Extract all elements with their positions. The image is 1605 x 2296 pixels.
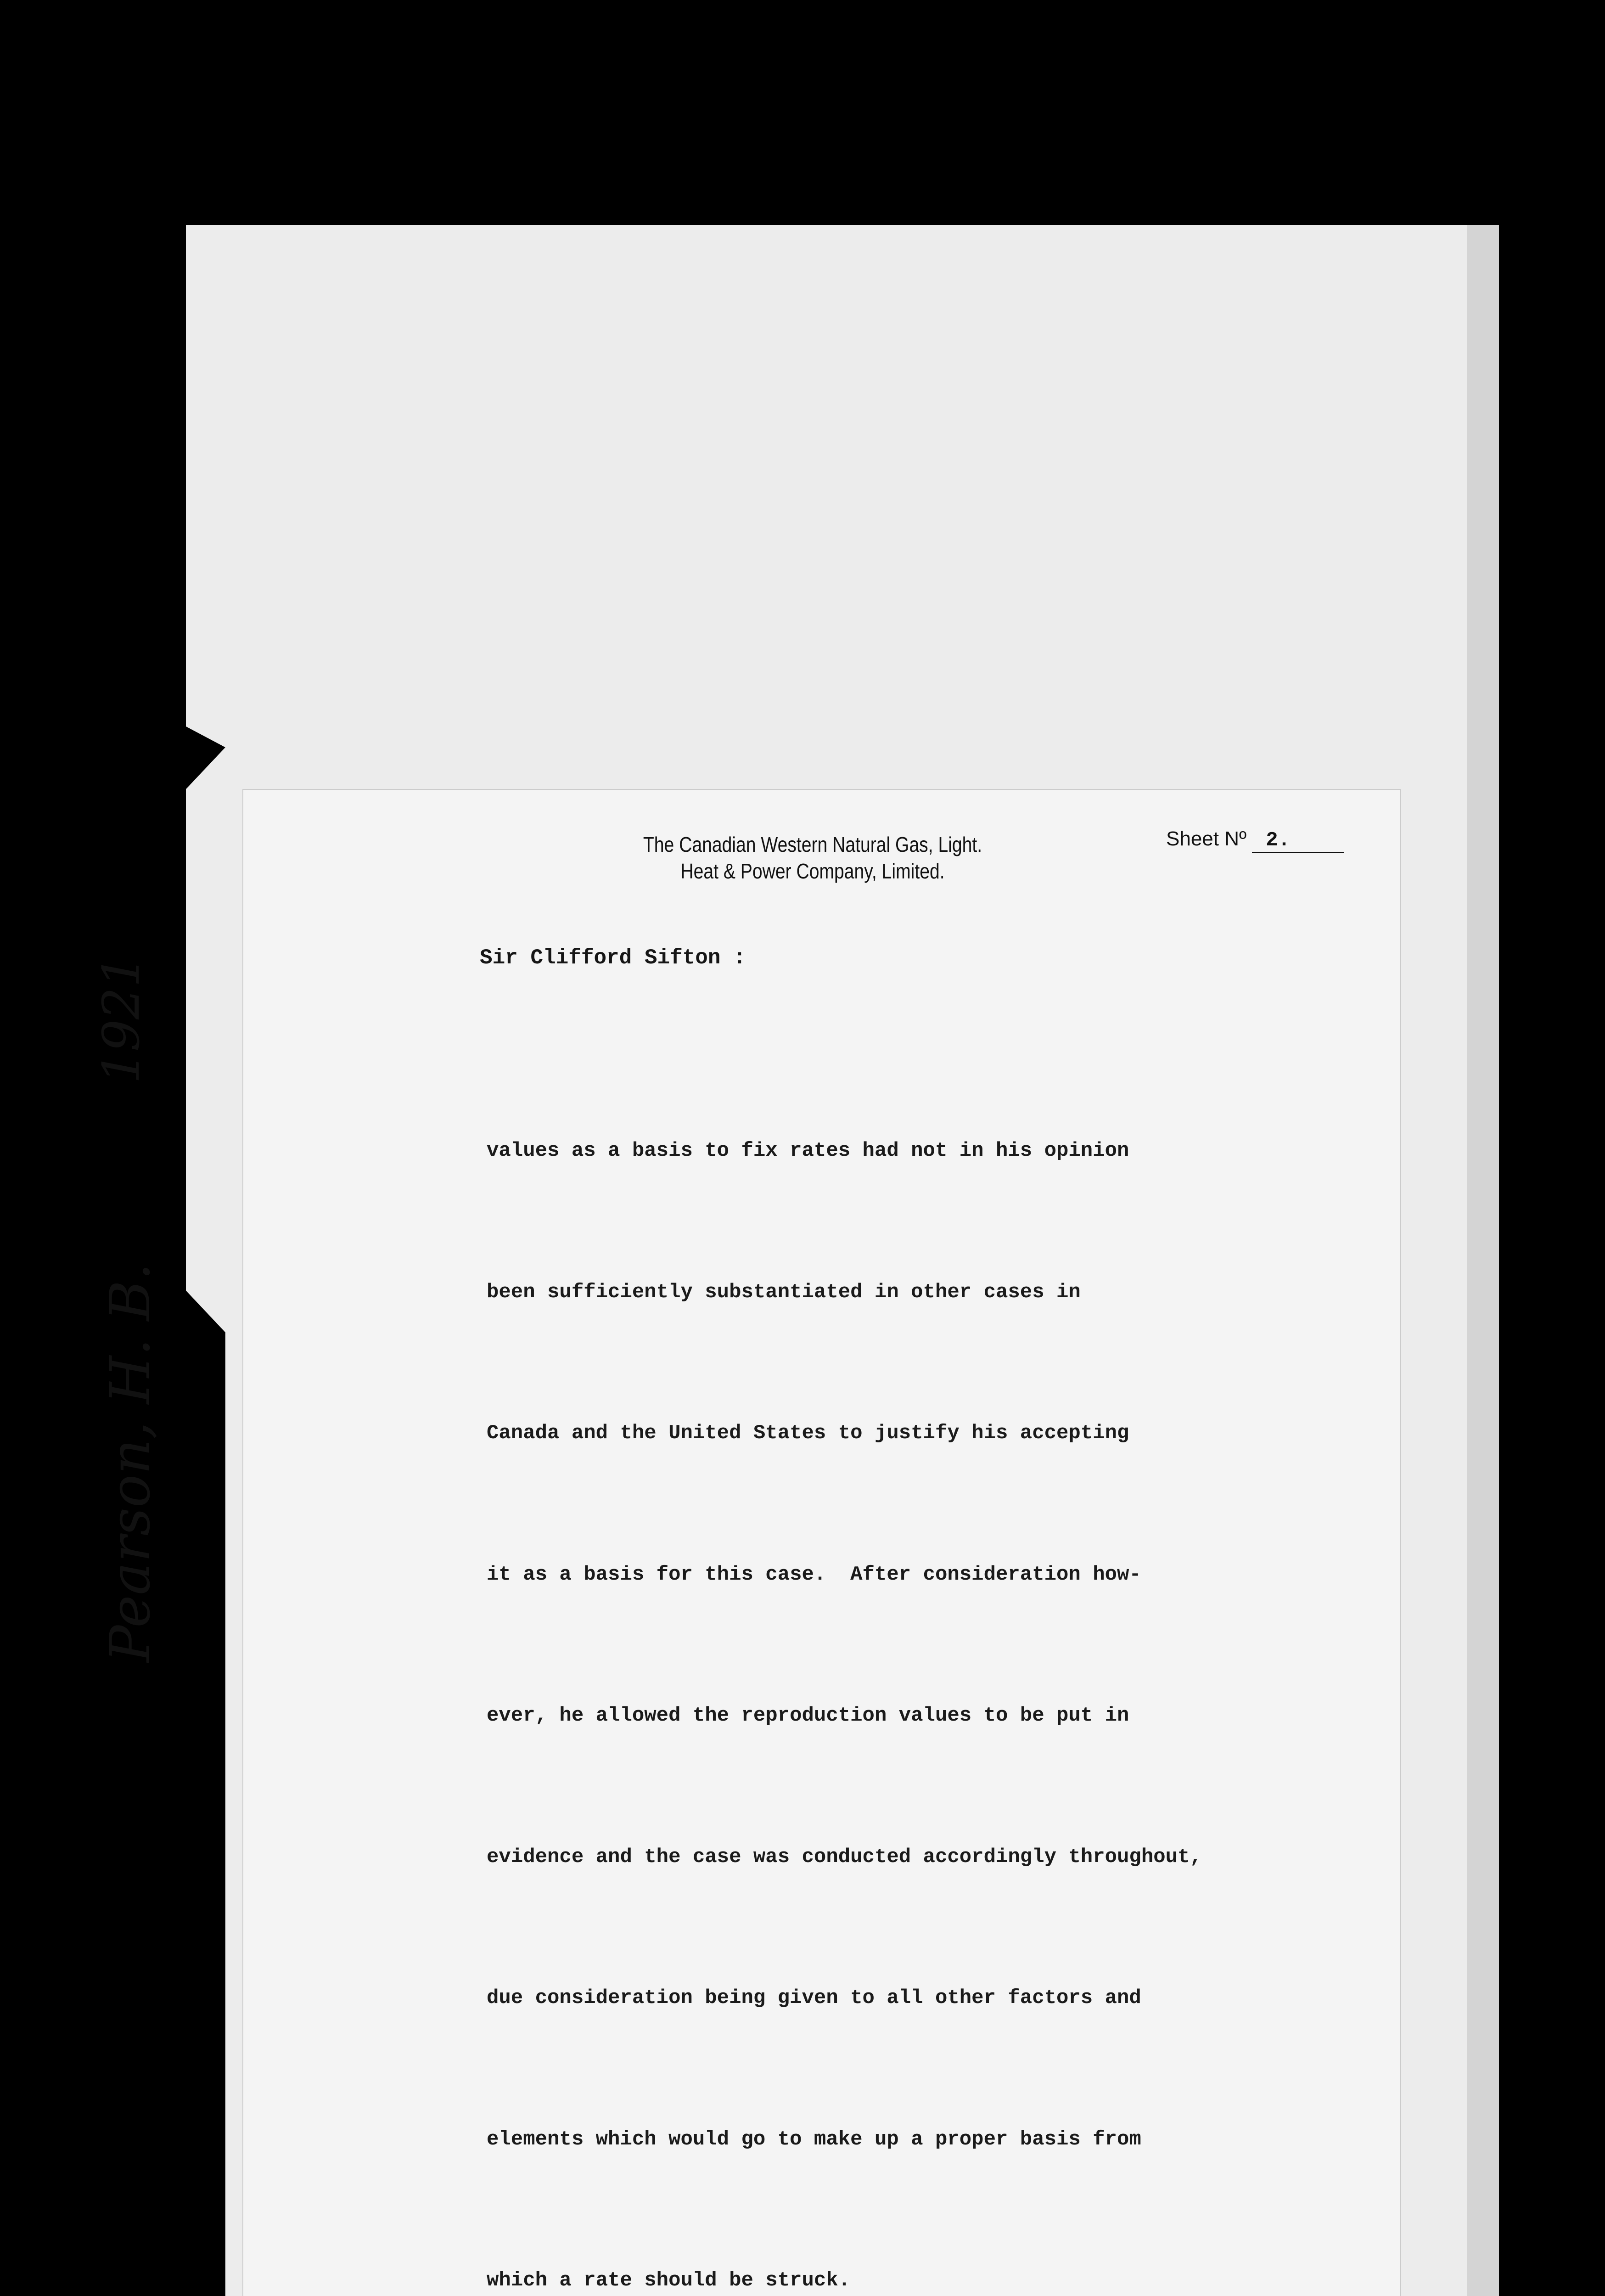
letter-line: values as a basis to fix rates had not in his opinion	[487, 1139, 1129, 1162]
letter-line: ever, he allowed the reproduction values to be put in	[487, 1704, 1129, 1727]
folder-edge	[1467, 225, 1499, 2296]
letterhead	[637, 831, 988, 884]
letter-line: been sufficiently substantiated in other cases in	[487, 1280, 1081, 1304]
letter-line: due consideration being given to all other factors and	[487, 1986, 1141, 2009]
letter-line: evidence and the case was conducted accordingly throughout,	[487, 1845, 1202, 1868]
letter-sheet	[243, 790, 1400, 2296]
handwritten-name: Pearson, H. B.	[99, 1263, 163, 1662]
letterhead-line-1: The Canadian Western Natural Gas, Light.	[643, 833, 982, 856]
sheet-number-value: 2.	[1252, 829, 1344, 853]
letter-line: Canada and the United States to justify his accepting	[487, 1422, 1129, 1445]
letter-body	[487, 1033, 1359, 2296]
letterhead-line-2: Heat & Power Company, Limited.	[680, 859, 945, 883]
letter-line: it as a basis for this case. After consideration how-	[487, 1563, 1141, 1586]
handwritten-year: 1921	[92, 955, 151, 1084]
sheet-number-label: Sheet Nº	[1166, 827, 1247, 850]
salutation: Sir Clifford Sifton :	[480, 946, 746, 970]
letter-line: which a rate should be struck.	[487, 2269, 851, 2292]
letter-line: elements which would go to make up a proper basis from	[487, 2127, 1141, 2151]
sheet-number-field	[1166, 827, 1344, 853]
